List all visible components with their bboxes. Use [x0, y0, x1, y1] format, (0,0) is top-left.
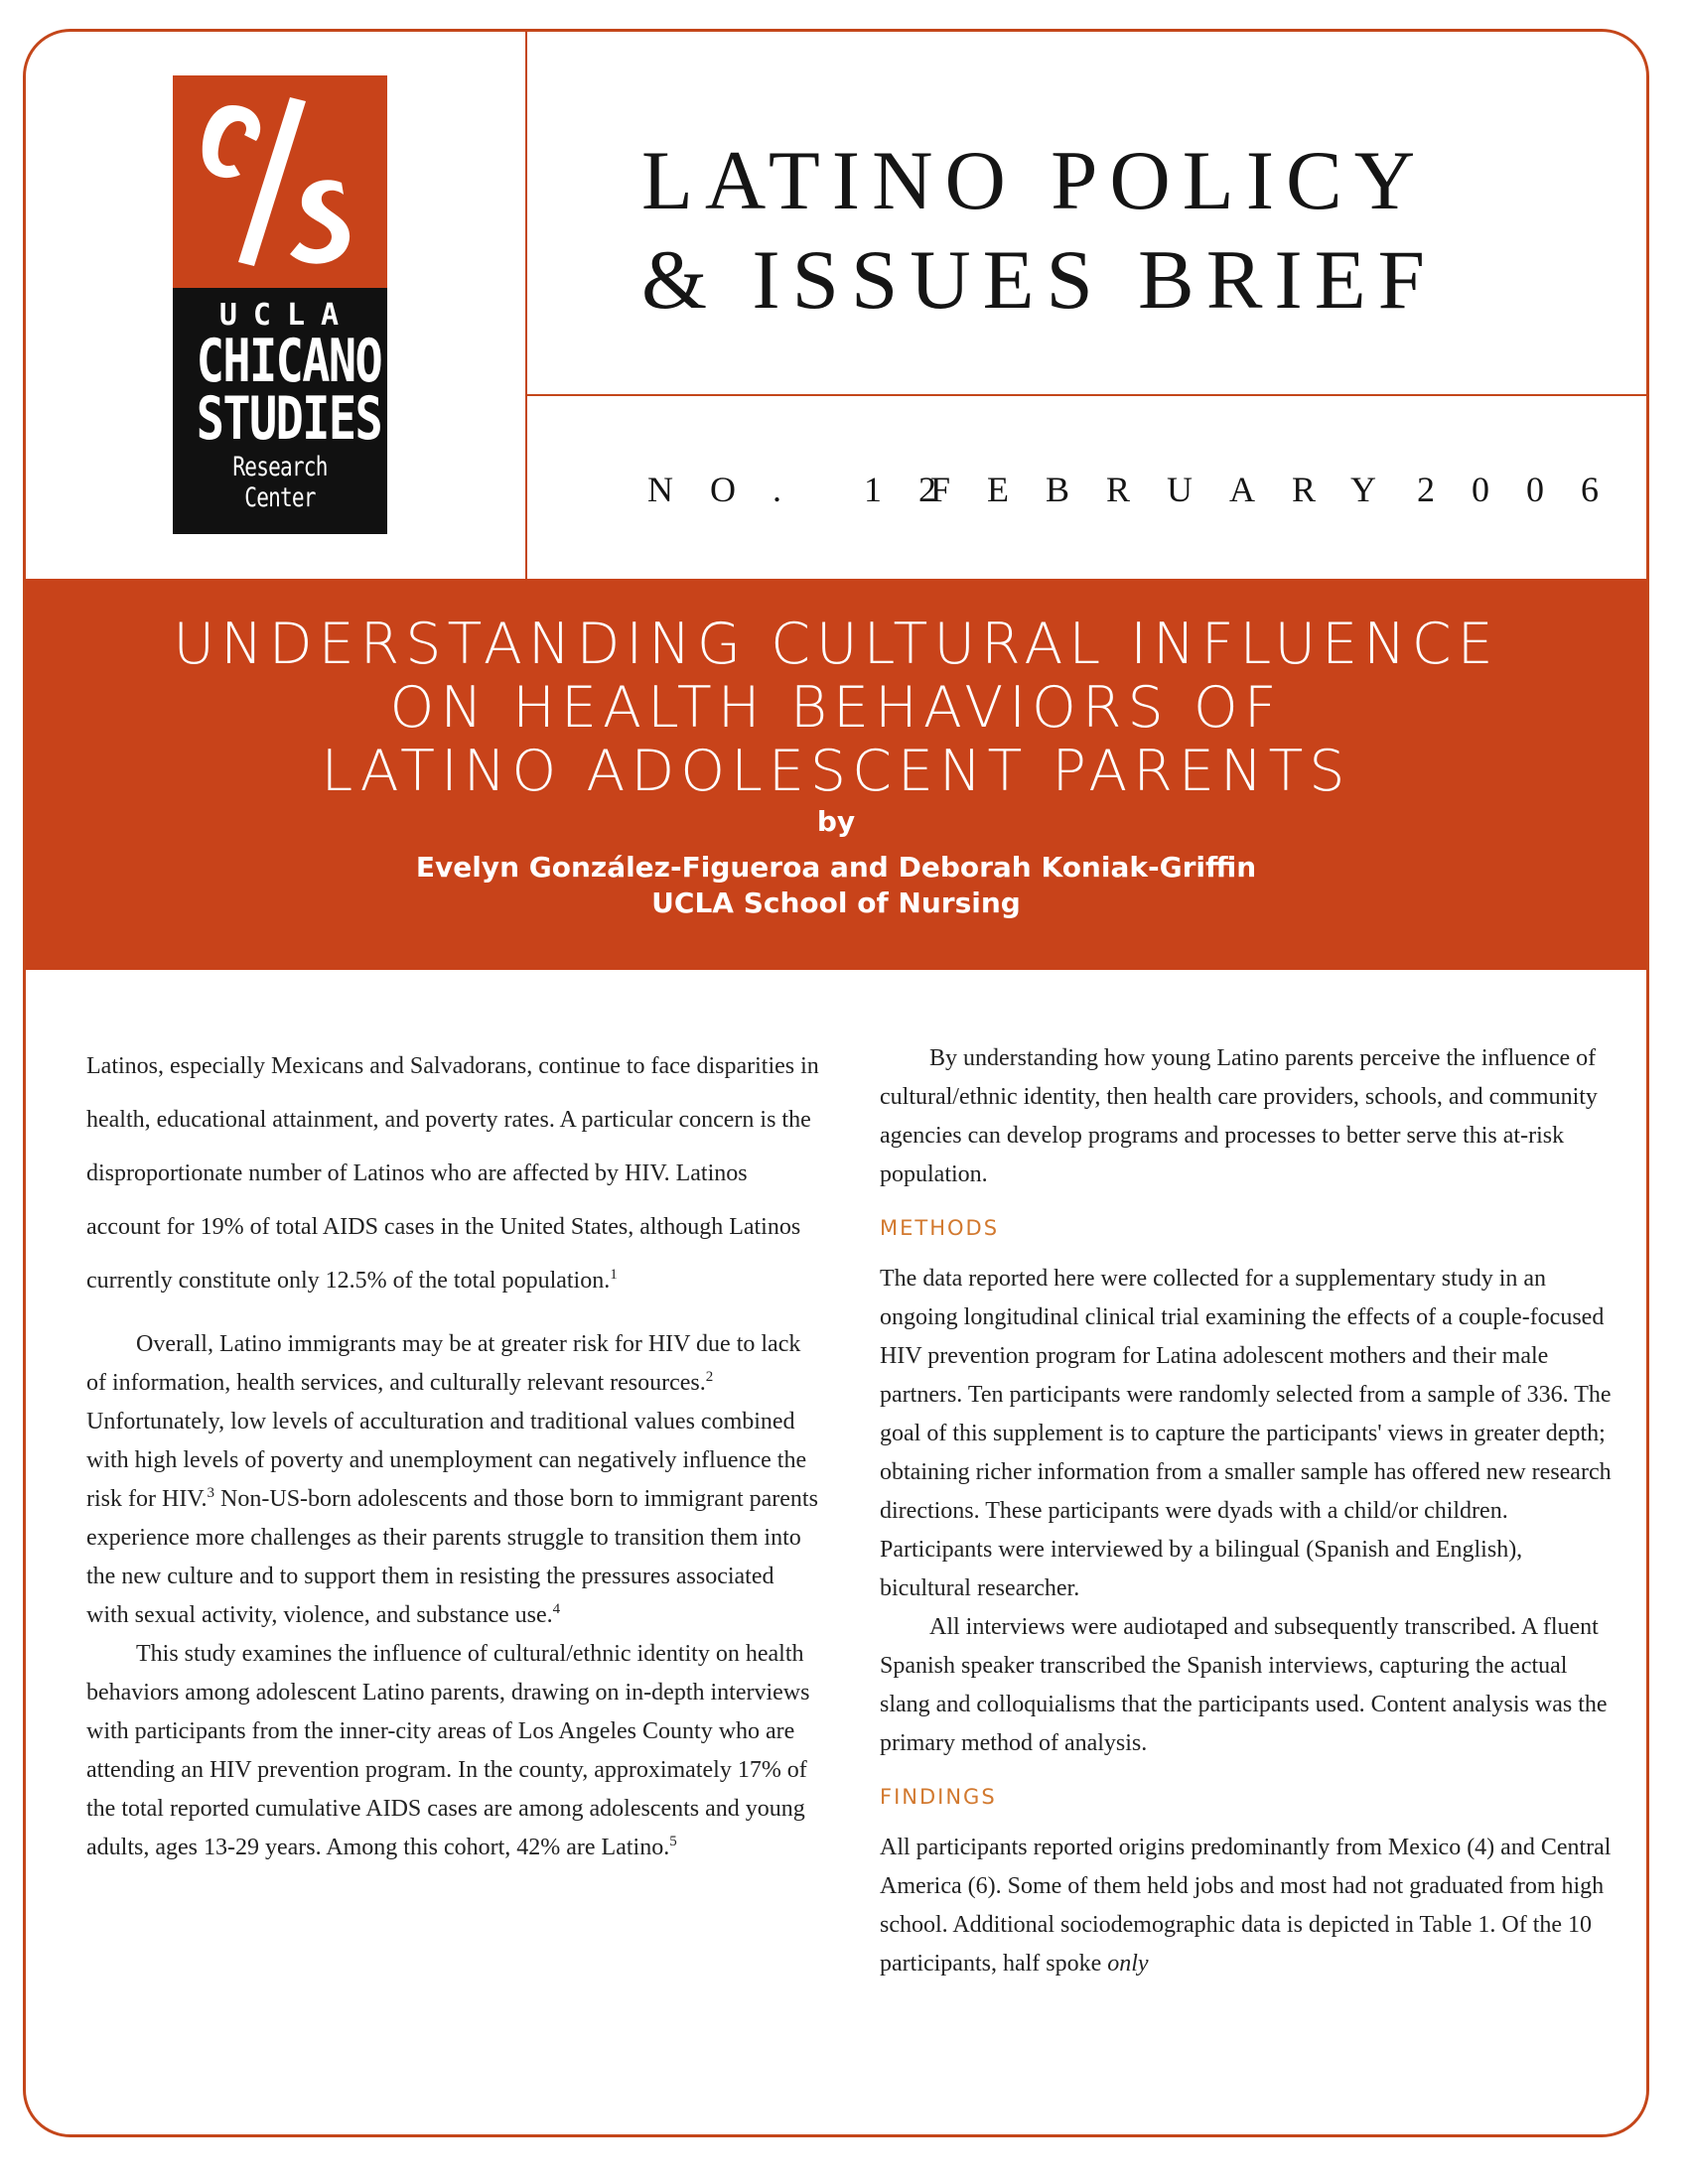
- paragraph-1: Latinos, especially Mexicans and Salvadorans, continue to face disparities in health, educational attainment, and poverty rates. A particular concern is the disproportionate number of Latinos who are affected by HIV. Latinos account for 19% of total AIDS cases in the United States, although Latinos currently constitute only 12.5% of the total population.: [86, 1053, 819, 1294]
- issue-year: 2006: [1417, 470, 1635, 509]
- methods-paragraph-1: The data reported here were collected for a supplementary study in an ongoing longitudinal clinical trial examining the effects of a couple-focused HIV prevention program for Latina adolescent mothers and their male partners. Ten participants were randomly selected from a sample of 336. The goal of this supplement is to capture the participants' views in greater depth; obtaining richer information from a smaller sample has offered new research directions. These participants were dyads with a child/or children. Participants were interviewed by a bilingual (Spanish and English), bicultural researcher.: [880, 1266, 1612, 1601]
- logo-studies: STUDIES: [196, 384, 382, 454]
- logo-ucla: UCLA: [218, 298, 355, 333]
- issue-month: FEBRUARY: [930, 470, 1414, 509]
- title-banner: [26, 579, 1646, 970]
- csrc-logo: [173, 75, 387, 534]
- title-line1: UNDERSTANDING CULTURAL INFLUENCE: [173, 612, 1499, 677]
- authors: Evelyn González-Figueroa and Deborah Koniak-Griffin: [415, 851, 1257, 884]
- issue-line: [647, 469, 1635, 518]
- series-title-line2: & ISSUES BRIEF: [641, 233, 1437, 327]
- issue-number: NO. 12: [647, 470, 973, 509]
- series-title-line1: LATINO POLICY: [641, 134, 1428, 227]
- paragraph-2b: Unfortunately, low levels of acculturation and traditional values combined with high levels of poverty and unemployment can negatively influence the risk for HIV.: [86, 1409, 807, 1512]
- footnote-ref-2: 2: [705, 1369, 714, 1385]
- authors-block: [26, 850, 1646, 921]
- logo-chicano: CHICANO: [196, 327, 382, 396]
- footnote-ref-4: 4: [552, 1601, 561, 1617]
- right-column: [880, 1039, 1619, 1983]
- cs-logo-icon: [173, 75, 387, 288]
- footnote-ref-5: 5: [669, 1834, 677, 1849]
- page-frame: [23, 29, 1649, 2137]
- byline-by: by: [816, 805, 856, 838]
- findings-emphasis: only: [1107, 1951, 1149, 1977]
- logo-mark: [173, 75, 387, 288]
- findings-text: All participants reported origins predominantly from Mexico (4) and Central America (6). Some of them held jobs and most had not graduated from high school. Additional sociodemographic data is depicted in Table 1. Of the 10 participants, half spoke: [880, 1835, 1612, 1977]
- paragraph-3: This study examines the influence of cultural/ethnic identity on health behaviors among adolescent Latino parents, drawing on in-depth interviews with participants from the inner-city areas of Los Angeles County who are attending an HIV prevention program. In the county, approximately 17% of the total reported cumulative AIDS cases are among adolescents and young adults, ages 13-29 years. Among this cohort, 42% are Latino.: [86, 1641, 810, 1860]
- affiliation: UCLA School of Nursing: [651, 887, 1021, 919]
- paragraph-2c: Non-US-born adolescents and those born to immigrant parents experience more challenges as their parents struggle to transition them into the new culture and to support them in resisting the pressures associated with sexual activity, violence, and substance use.: [86, 1486, 818, 1628]
- methods-heading: METHODS: [880, 1216, 1000, 1240]
- footnote-ref-1: 1: [610, 1267, 618, 1283]
- methods-paragraph-2: All interviews were audiotaped and subsequently transcribed. A fluent Spanish speaker transcribed the Spanish interviews, capturing the actual slang and colloquialisms that the participants used. Content analysis was the primary method of analysis.: [880, 1614, 1608, 1756]
- article-title: [26, 613, 1646, 803]
- logo-research-center: Research Center: [232, 452, 328, 513]
- left-column: [86, 1039, 821, 1867]
- header-divider-vertical: [525, 32, 527, 579]
- series-title: [641, 131, 1634, 330]
- body-paragraphs-left: [86, 1325, 821, 1867]
- title-line2: ON HEALTH BEHAVIORS OF: [389, 675, 1283, 741]
- intro-paragraph: By understanding how young Latino parents perceive the influence of cultural/ethnic identity, then health care providers, schools, and community agencies can develop programs and processes to better serve this at-risk population.: [880, 1045, 1598, 1187]
- logo-text-block: [173, 288, 387, 513]
- footnote-ref-3: 3: [207, 1485, 215, 1501]
- title-line3: LATINO ADOLESCENT PARENTS: [321, 739, 1351, 804]
- lead-paragraph: [86, 1039, 821, 1307]
- findings-heading: FINDINGS: [880, 1785, 997, 1809]
- paragraph-2a: Overall, Latino immigrants may be at greater risk for HIV due to lack of information, health services, and culturally relevant resources.: [86, 1331, 801, 1396]
- header-divider-horizontal: [525, 394, 1646, 396]
- findings-paragraph: [880, 1829, 1619, 1983]
